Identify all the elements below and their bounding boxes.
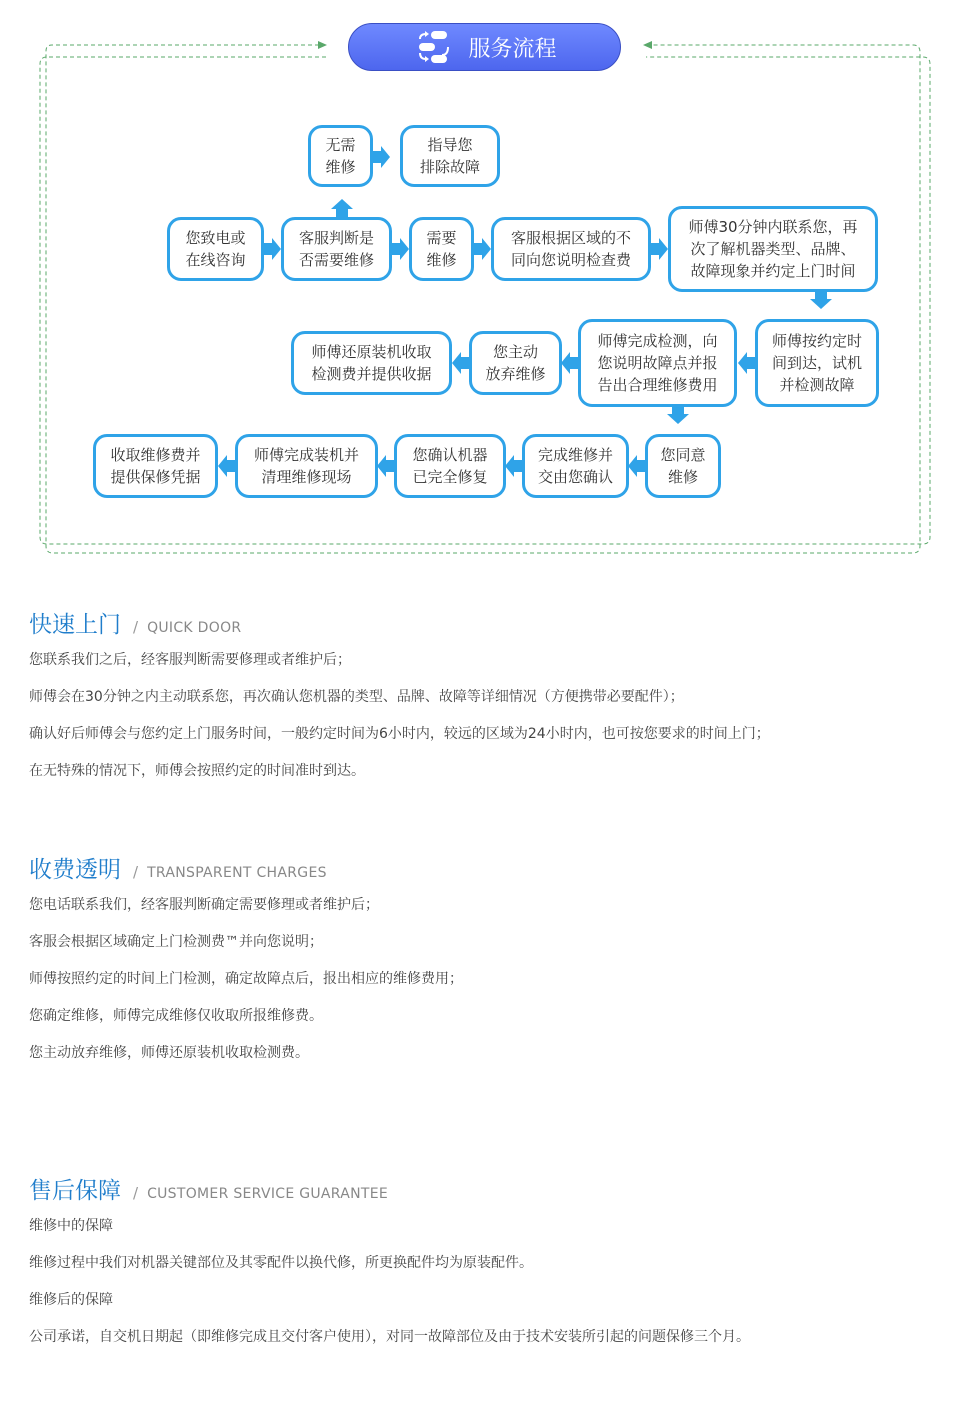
section-line: 维修中的保障 (29, 1218, 113, 1234)
section-line: 师傅按照约定的时间上门检测，确定故障点后，报出相应的维修费用； (29, 971, 463, 987)
arrow-down-icon (667, 407, 689, 424)
section-quick-door (29, 606, 929, 790)
arrow-right-icon (474, 238, 491, 260)
node-explain-fee: 客服根据区域的不 同向您说明检查费 (491, 217, 651, 281)
arrow-left-icon (218, 455, 235, 477)
section-line: 您联系我们之后，经客服判断需要修理或者维护后； (29, 652, 351, 668)
arrow-right-icon (373, 146, 390, 168)
flow-arrows (0, 0, 961, 570)
section-title: 快速上门 (29, 612, 121, 638)
arrow-left-icon (377, 455, 394, 477)
node-complete-repair: 完成维修并 交由您确认 (522, 434, 629, 498)
node-need-repair: 需要 维修 (409, 217, 474, 281)
section-heading (29, 851, 929, 883)
section-title: 收费透明 (29, 857, 121, 883)
arrow-left-icon (738, 352, 755, 374)
section-subtitle: CUSTOMER SERVICE GUARANTEE (147, 1186, 389, 1202)
section-subtitle: TRANSPARENT CHARGES (147, 865, 327, 881)
arrow-left-icon (628, 455, 645, 477)
service-flow-diagram (0, 0, 961, 570)
arrow-left-icon (561, 352, 578, 374)
node-no-repair: 无需 维修 (308, 125, 373, 187)
section-heading (29, 1172, 929, 1204)
flow-title-text: 服务流程 (468, 36, 557, 62)
section-line: 您确定维修，师傅完成维修仅收取所报维修费。 (29, 1008, 323, 1024)
section-separator: / (133, 618, 139, 636)
node-guide-troubleshoot: 指导您 排除故障 (400, 125, 500, 187)
node-report-fee: 师傅完成检测，向 您说明故障点并报 告出合理维修费用 (578, 319, 737, 407)
section-line: 客服会根据区域确定上门检测费™并向您说明； (29, 934, 323, 950)
node-technician-contact: 师傅30分钟内联系您，再 次了解机器类型、品牌、 故障现象并约定上门时间 (668, 206, 878, 292)
node-arrive-test: 师傅按约定时 间到达，试机 并检测故障 (755, 319, 879, 407)
arrow-left-icon (452, 352, 469, 374)
section-subtitle: QUICK DOOR (147, 620, 242, 636)
node-judge-repair: 客服判断是 否需要维修 (281, 217, 392, 281)
section-line: 在无特殊的情况下，师傅会按照约定的时间准时到达。 (29, 763, 365, 779)
section-line: 公司承诺，自交机日期起（即维修完成且交付客户使用），对同一故障部位及由于技术安装所引起的问题保修三个月。 (29, 1329, 750, 1345)
section-line: 您主动放弃维修，师傅还原装机收取检测费。 (29, 1045, 309, 1061)
section-customer-service-guarantee (29, 1172, 929, 1356)
section-separator: / (133, 1184, 139, 1202)
node-call-consult: 您致电或 在线咨询 (167, 217, 264, 281)
section-line: 您电话联系我们，经客服判断确定需要修理或者维护后； (29, 897, 379, 913)
arrow-down-icon (810, 292, 832, 309)
arrow-right-icon (392, 238, 409, 260)
node-restore-charge: 师傅还原装机收取 检测费并提供收据 (291, 331, 452, 395)
section-title: 售后保障 (29, 1178, 121, 1204)
arrow-up-icon (331, 199, 353, 217)
section-line: 师傅会在30分钟之内主动联系您，再次确认您机器的类型、品牌、故障等详细情况（方便携带必要配件）； (29, 689, 684, 705)
section-transparent-charges (29, 851, 929, 1072)
section-line: 维修后的保障 (29, 1292, 113, 1308)
section-heading (29, 606, 929, 638)
node-agree-repair: 您同意 维修 (645, 434, 721, 498)
section-separator: / (133, 863, 139, 881)
arrow-left-icon (505, 455, 522, 477)
arrow-right-icon (651, 238, 668, 260)
node-give-up: 您主动 放弃维修 (469, 331, 562, 395)
section-line: 维修过程中我们对机器关键部位及其零配件以换代修，所更换配件均为原装配件。 (29, 1255, 533, 1271)
node-collect-fee: 收取维修费并 提供保修凭据 (93, 434, 218, 498)
arrow-right-icon (264, 238, 281, 260)
node-cleanup: 师傅完成装机并 清理维修现场 (235, 434, 378, 498)
node-confirm-fixed: 您确认机器 已完全修复 (394, 434, 506, 498)
section-line: 确认好后师傅会与您约定上门服务时间，一般约定时间为6小时内，较远的区域为24小时内，也可按您要求的时间上门； (29, 726, 770, 742)
